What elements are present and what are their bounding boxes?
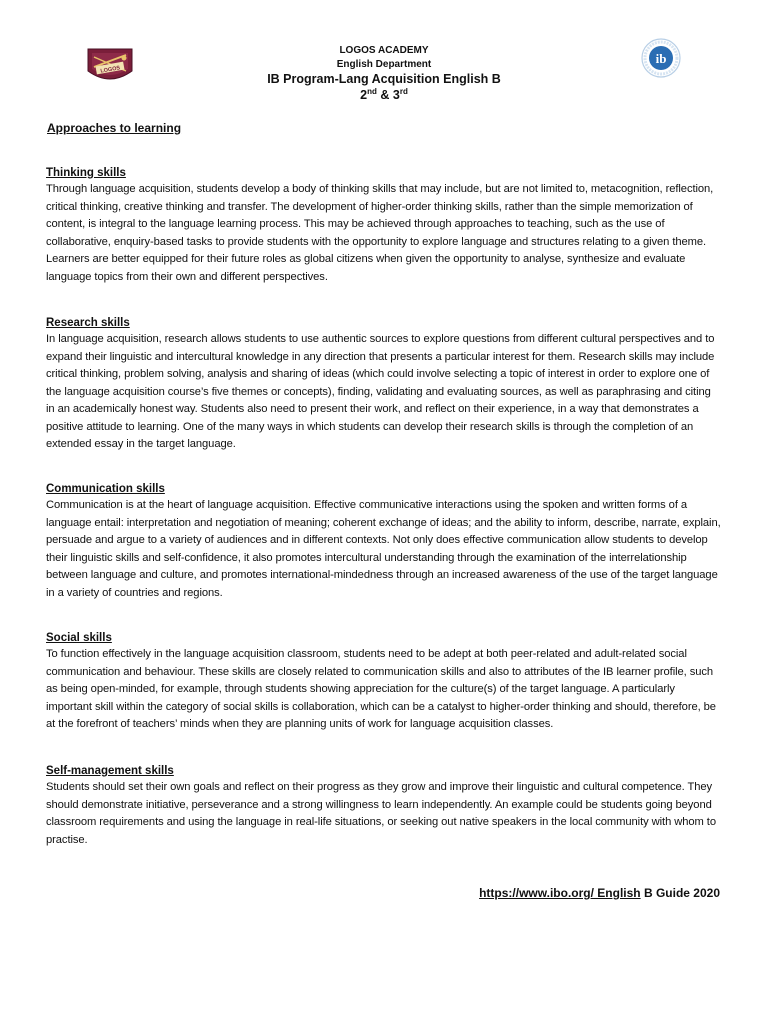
section-heading: Research skills	[46, 317, 130, 329]
section-body: In language acquisition, research allows students to use authentic sources to explore questions from different cultural perspectives and to expand their linguistic and intercultural knowledge in any direction that presents a particular interest for them. Research skills may include critical thinking, problem solving, analysis and sharing of ideas (which could involve selecting a topic of interest in order to explore one of the language acquisition course’s five themes or concepts), finding, validating and evaluating sources, as well as paraphrasing and citing in an academically honest way. Students also need to present their work, and reflect on their experience, in a way that demonstrates a positive attitude to learning. One of the many ways in which students can develop their research skills is through the completion of an extended essay in the target language.	[46, 333, 715, 450]
department-name: English Department	[336, 59, 432, 70]
section-research-skills	[46, 315, 722, 454]
section-heading: Social skills	[46, 632, 112, 644]
crest-text: LOGOS	[100, 65, 121, 75]
section-body: Communication is at the heart of language acquisition. Effective communicative interactions using the spoken and written forms of a language entail: interpretation and negotiation of meaning; coherent exchange of ideas; and the ability to inform, describe, narrate, explain, persuade and argue to a variety of audiences and in different contexts. Not only does effective communication allow students to develop their linguistic skills and self-confidence, it also promotes intercultural understanding through the examination of the interrelationship between language and culture, and promotes international-mindedness through an increased awareness of the use of the target language in a variety of countries and regions.	[46, 499, 721, 599]
section-heading: Self-management skills	[46, 765, 174, 777]
section-heading: Thinking skills	[46, 167, 126, 179]
source-link[interactable]: https://www.ibo.org/ English	[479, 886, 641, 900]
section-body: To function effectively in the language acquisition classroom, students need to be adept at both peer-related and adult-related social communication and behaviour. These skills are closely related to communication skills and also to attributes of the IB learner profile, such as being open-minded, for example, through students showing appreciation for the culture(s) of the target language. A particularly important skill within the category of social skills is collaboration, which can be a catalyst to higher-order thinking and should, therefore, be at the forefront of teachers’ minds when they are planning units of work for language acquisition classes.	[46, 648, 716, 730]
program-name: IB Program-Lang Acquisition English B	[267, 72, 501, 86]
section-communication-skills	[46, 481, 722, 602]
document-header	[0, 44, 768, 104]
section-thinking-skills	[46, 165, 722, 286]
section-body: Through language acquisition, students develop a body of thinking skills that may include, but are not limited to, metacognition, reflection, critical thinking, creative thinking and transfer. The development of higher-order thinking skills, rather than the simple memorization of content, is integral to the language learning process. This may be achieved through approaches to teaching, such as the use of collaborative, enquiry-based tasks to provide students with the opportunity to explore language and structures relating to a given theme. Learners are better equipped for their future roles as global citizens when given the opportunity to analyse, synthesize and evaluate language topics from their own and different perspectives.	[46, 183, 714, 283]
source-suffix: B Guide 2020	[640, 886, 720, 900]
source-citation	[479, 886, 720, 900]
section-body: Students should set their own goals and reflect on their progress as they grow and improve their linguistic and cultural competence. They should demonstrate initiative, perseverance and a strong willingness to learn independently. An example could be students going beyond classroom requirements and using the language in real-life situations, or seeking out native speakers in the local community with whom to practise.	[46, 781, 716, 846]
section-self-management-skills	[46, 763, 722, 849]
ib-logo-text: ib	[655, 51, 667, 66]
school-name: LOGOS ACADEMY	[339, 45, 429, 56]
page-title: Approaches to learning	[47, 121, 182, 135]
section-heading: Communication skills	[46, 483, 165, 495]
section-social-skills	[46, 630, 722, 734]
grade-levels: 2nd & 3rd	[360, 87, 408, 102]
